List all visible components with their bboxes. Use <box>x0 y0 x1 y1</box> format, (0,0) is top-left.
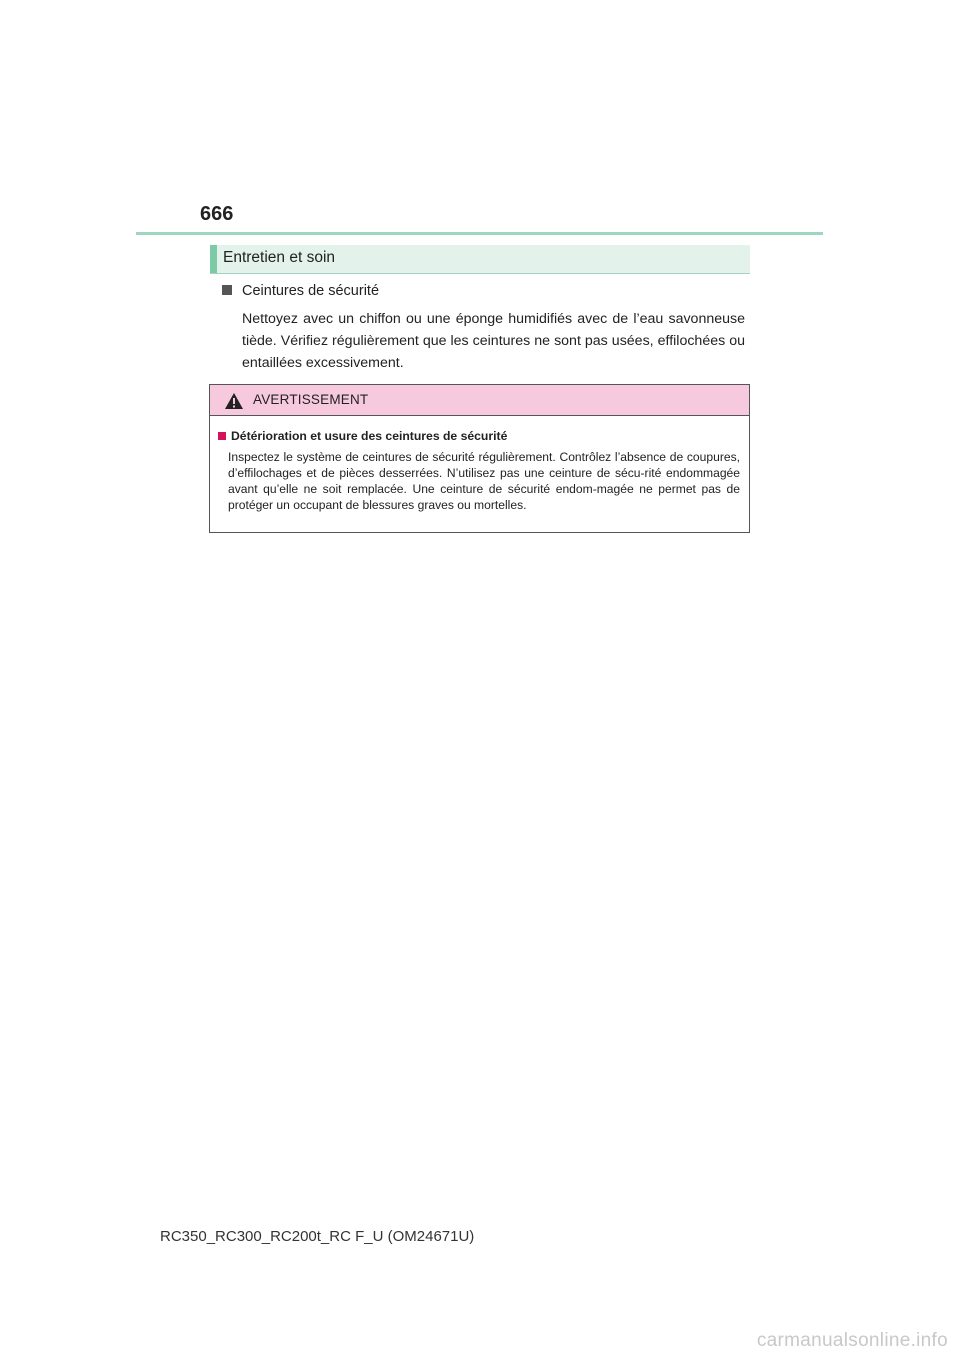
header-divider <box>136 232 823 235</box>
warning-label: AVERTISSEMENT <box>253 392 369 407</box>
seatbelts-heading <box>222 283 379 299</box>
warning-box <box>209 384 750 533</box>
page-number: 666 <box>200 203 234 225</box>
section-header-accent-bar <box>210 245 217 273</box>
square-bullet-icon <box>222 285 232 295</box>
warning-header <box>210 385 749 416</box>
page-footer: RC350_RC300_RC200t_RC F_U (OM24671U) <box>160 1228 475 1245</box>
seatbelts-body: Nettoyez avec un chiffon ou une éponge humidifiés avec de l’eau savonneuse tiède. Vérifiez régulièrement que les ceintures ne sont pas usées, effilochées ou entaillées excessivement. <box>242 311 745 371</box>
watermark: carmanualsonline.info <box>756 1330 948 1351</box>
warning-item-text: Inspectez le système de ceintures de sécurité régulièrement. Contrôlez l’absence de coupures, d’effilochages et de pièces desserrées. N’utilisez pas une ceinture de sécu-rité endommagée avant qu’elle ne soit remplacée. Une ceinture de sécurité endom-magée ne permet pas de protéger un occupant de blessures graves ou mortelles. <box>228 450 740 512</box>
square-bullet-icon <box>218 432 226 440</box>
section-title: Entretien et soin <box>223 249 336 266</box>
warning-item-title-text: Détérioration et usure des ceintures de sécurité <box>231 429 508 443</box>
section-header <box>210 245 750 274</box>
seatbelts-heading-text: Ceintures de sécurité <box>242 283 380 299</box>
warning-triangle-icon <box>224 392 244 410</box>
warning-item-title <box>218 429 507 443</box>
